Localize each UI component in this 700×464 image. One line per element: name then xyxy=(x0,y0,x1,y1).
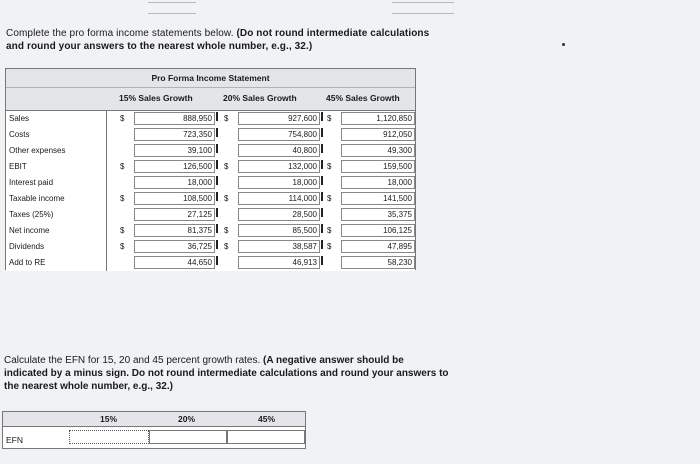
efn-col-header-20: 20% xyxy=(178,414,196,424)
currency-15: $ xyxy=(120,226,125,235)
currency-20: $ xyxy=(224,242,229,251)
input-20-growth[interactable]: 927,600 xyxy=(238,112,320,125)
row-label: Taxable income xyxy=(9,194,65,203)
pro-forma-row xyxy=(6,175,415,192)
pro-forma-row xyxy=(6,223,415,240)
currency-20: $ xyxy=(224,114,229,123)
input-20-growth[interactable]: 46,913 xyxy=(238,256,320,269)
instructions-efn-text: Calculate the EFN for 15, 20 and 45 percent growth rates. xyxy=(4,355,264,366)
bullet-dot xyxy=(562,43,565,46)
pro-forma-row xyxy=(6,255,415,271)
currency-45: $ xyxy=(327,162,332,171)
value-45-growth: 35,375 xyxy=(341,208,415,221)
input-20-growth[interactable]: 114,000 xyxy=(238,192,320,205)
input-20-growth[interactable]: 28,500 xyxy=(238,208,320,221)
value-45-growth: 58,230 xyxy=(341,256,415,269)
efn-col-header-45: 45% xyxy=(258,414,276,424)
input-15-growth[interactable]: 27,125 xyxy=(134,208,215,221)
efn-table xyxy=(2,411,306,449)
row-label: Sales xyxy=(9,114,30,123)
input-20-growth[interactable]: 132,000 xyxy=(238,160,320,173)
efn-column-headers xyxy=(3,412,305,427)
pro-forma-row xyxy=(6,127,415,144)
pro-forma-row xyxy=(6,143,415,160)
input-20-growth[interactable]: 40,800 xyxy=(238,144,320,157)
value-45-growth: 106,125 xyxy=(341,224,415,237)
currency-20: $ xyxy=(224,226,229,235)
pro-forma-title-bar xyxy=(6,69,415,88)
row-label: Costs xyxy=(9,130,30,139)
instructions-pro-forma-text: Complete the pro forma income statements below. xyxy=(6,28,237,39)
currency-20: $ xyxy=(224,162,229,171)
efn-input-20[interactable] xyxy=(149,430,227,444)
input-15-growth[interactable]: 36,725 xyxy=(134,240,215,253)
input-20-growth[interactable]: 18,000 xyxy=(238,176,320,189)
col-header-45: 45% Sales Growth xyxy=(326,93,400,103)
pro-forma-row xyxy=(6,191,415,208)
top-divider-left xyxy=(148,2,196,14)
currency-45: $ xyxy=(327,226,332,235)
input-20-growth[interactable]: 85,500 xyxy=(238,224,320,237)
row-label: Taxes (25%) xyxy=(9,210,54,219)
input-15-growth[interactable]: 126,500 xyxy=(134,160,215,173)
pro-forma-column-headers xyxy=(6,88,415,111)
col-header-20: 20% Sales Growth xyxy=(223,93,297,103)
currency-45: $ xyxy=(327,114,332,123)
currency-45: $ xyxy=(327,242,332,251)
efn-row xyxy=(3,427,305,448)
input-15-growth[interactable]: 18,000 xyxy=(134,176,215,189)
input-15-growth[interactable]: 44,650 xyxy=(134,256,215,269)
input-15-growth[interactable]: 888,950 xyxy=(134,112,215,125)
input-15-growth[interactable]: 723,350 xyxy=(134,128,215,141)
value-45-growth: 159,500 xyxy=(341,160,415,173)
currency-15: $ xyxy=(120,114,125,123)
pro-forma-row xyxy=(6,207,415,224)
col-header-15: 15% Sales Growth xyxy=(119,93,193,103)
value-45-growth: 49,300 xyxy=(341,144,415,157)
pro-forma-row xyxy=(6,239,415,256)
row-label: Net income xyxy=(9,226,50,235)
pro-forma-title: Pro Forma Income Statement xyxy=(151,73,270,83)
efn-input-15[interactable] xyxy=(69,430,149,444)
currency-20: $ xyxy=(224,194,229,203)
instructions-efn-bold: (A negative answer should be indicated by a minus sign. Do not round intermediate calculations and round your answers to the nearest whole number, e.g., 32.) xyxy=(4,355,449,392)
input-20-growth[interactable]: 754,800 xyxy=(238,128,320,141)
pro-forma-row xyxy=(6,159,415,176)
efn-input-45[interactable] xyxy=(227,430,305,444)
currency-15: $ xyxy=(120,162,125,171)
efn-col-header-15: 15% xyxy=(100,414,118,424)
input-15-growth[interactable]: 81,375 xyxy=(134,224,215,237)
pro-forma-row xyxy=(6,111,415,128)
input-15-growth[interactable]: 39,100 xyxy=(134,144,215,157)
efn-label: EFN xyxy=(6,435,23,445)
value-45-growth: 47,895 xyxy=(341,240,415,253)
row-label: Other expenses xyxy=(9,146,66,155)
instructions-pro-forma xyxy=(6,27,446,53)
instructions-pro-forma-bold: (Do not round intermediate calculations and round your answers to the nearest whole number, e.g., 32.) xyxy=(6,28,430,52)
pro-forma-table xyxy=(5,68,416,270)
row-label: EBIT xyxy=(9,162,27,171)
currency-15: $ xyxy=(120,194,125,203)
input-20-growth[interactable]: 38,587 xyxy=(238,240,320,253)
value-45-growth: 141,500 xyxy=(341,192,415,205)
input-15-growth[interactable]: 108,500 xyxy=(134,192,215,205)
currency-15: $ xyxy=(120,242,125,251)
row-label: Dividends xyxy=(9,242,45,251)
row-label: Add to RE xyxy=(9,258,46,267)
instructions-efn xyxy=(4,354,449,393)
top-divider-right xyxy=(392,2,454,14)
value-45-growth: 18,000 xyxy=(341,176,415,189)
value-45-growth: 912,050 xyxy=(341,128,415,141)
currency-45: $ xyxy=(327,194,332,203)
value-45-growth: 1,120,850 xyxy=(341,112,415,125)
row-label: Interest paid xyxy=(9,178,54,187)
